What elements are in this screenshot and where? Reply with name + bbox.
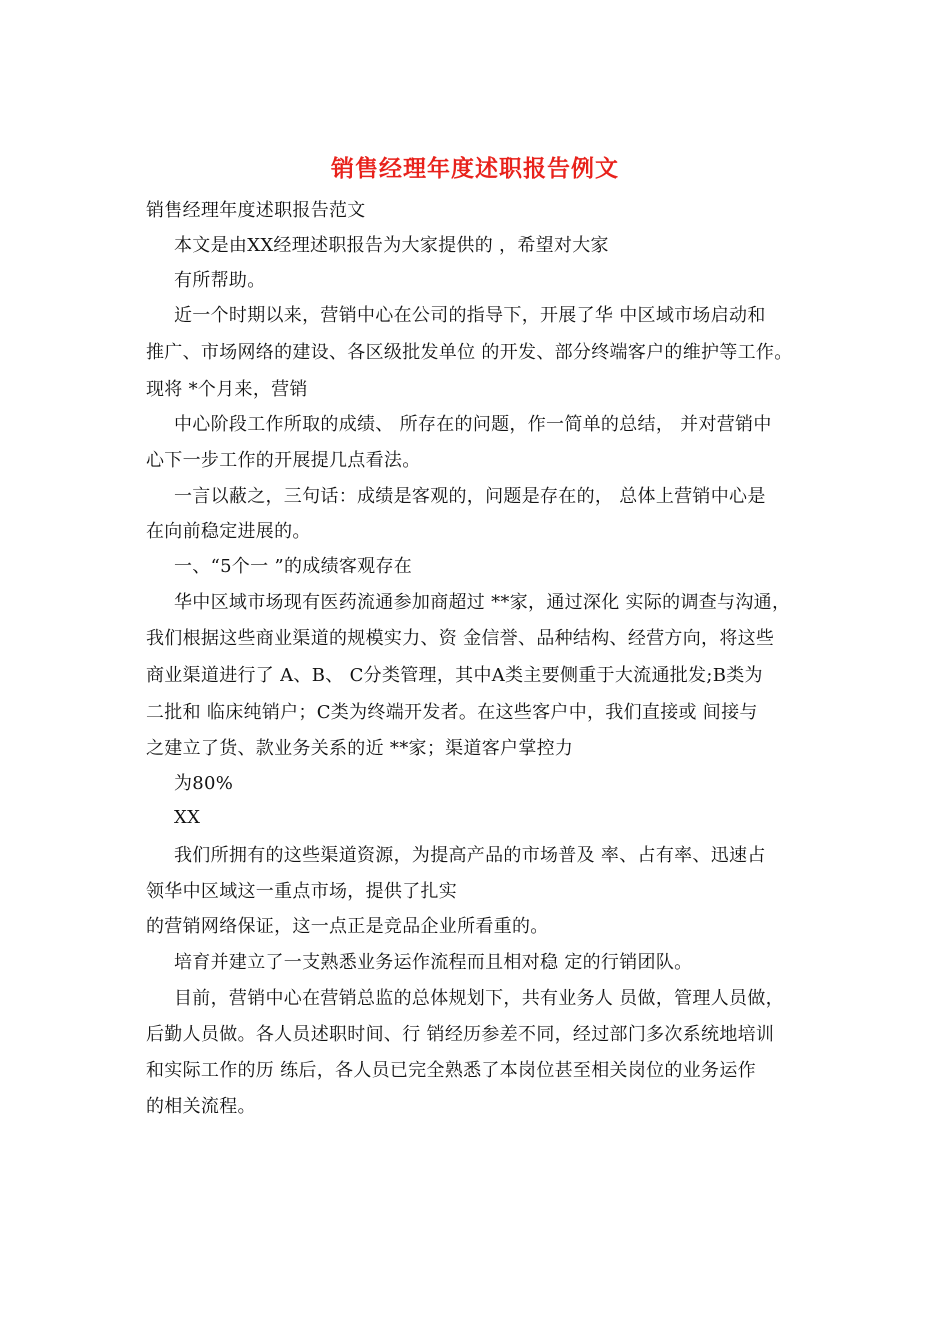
text-line: 在向前稳定进展的。 (146, 521, 311, 542)
text-line: 心下一步工作的开展提几点看法。 (146, 450, 421, 471)
text-line: 我们根据这些商业渠道的规模实力、资 金信誉、品种结构、经营方向，将这些 (146, 628, 775, 649)
text-line: XX (174, 807, 201, 828)
text-line: 我们所拥有的这些渠道资源，为提高产品的市场普及 率、占有率、迅速占 (174, 845, 766, 866)
text-line: 现将 *个月来，营销 (146, 379, 308, 400)
text-line: 销售经理年度述职报告范文 (146, 200, 366, 221)
text-line: 的营销网络保证，这一点正是竞品企业所看重的。 (146, 916, 549, 937)
text-line: 后勤人员做。各人员述职时间、行 销经历参差不同，经过部门多次系统地培训 (146, 1024, 775, 1045)
text-line: 之建立了货、款业务关系的近 **家；渠道客户掌控力 (146, 738, 574, 759)
text-line: 二批和 临床纯销户；C类为终端开发者。在这些客户中，我们直接或 间接与 (146, 702, 758, 723)
text-line: 领华中区域这一重点市场，提供了扎实 (146, 881, 458, 902)
text-line: 和实际工作的历 练后，各人员已完全熟悉了本岗位甚至相关岗位的业务运作 (146, 1060, 756, 1081)
section-heading: 一、“5个一 ”的成绩客观存在 (174, 556, 413, 577)
text-line: 中心阶段工作所取的成绩、 所存在的问题，作一简单的总结， 并对营销中 (174, 414, 772, 435)
text-line: 为80% (174, 773, 234, 794)
text-line: 本文是由XX经理述职报告为大家提供的 ，希望对大家 (174, 235, 609, 256)
document-title: 销售经理年度述职报告例文 (331, 155, 619, 182)
text-line: 有所帮助。 (174, 270, 266, 291)
text-line: 一言以蔽之，三句话：成绩是客观的，问题是存在的， 总体上营销中心是 (174, 486, 766, 507)
text-line: 商业渠道进行了 A、B、 C分类管理，其中A类主要侧重于大流通批发;B类为 (146, 665, 763, 686)
text-line: 华中区域市场现有医药流通参加商超过 **家，通过深化 实际的调查与沟通， (174, 592, 791, 613)
text-line: 近一个时期以来，营销中心在公司的指导下，开展了华 中区域市场启动和 (174, 305, 766, 326)
text-line: 的相关流程。 (146, 1096, 256, 1117)
text-line: 推广、市场网络的建设、各区级批发单位 的开发、部分终端客户的维护等工作。 (146, 342, 793, 363)
text-line: 培育并建立了一支熟悉业务运作流程而且相对稳 定的行销团队。 (174, 952, 693, 973)
text-line: 目前，营销中心在营销总监的总体规划下，共有业务人 员做，管理人员做， (174, 988, 784, 1009)
